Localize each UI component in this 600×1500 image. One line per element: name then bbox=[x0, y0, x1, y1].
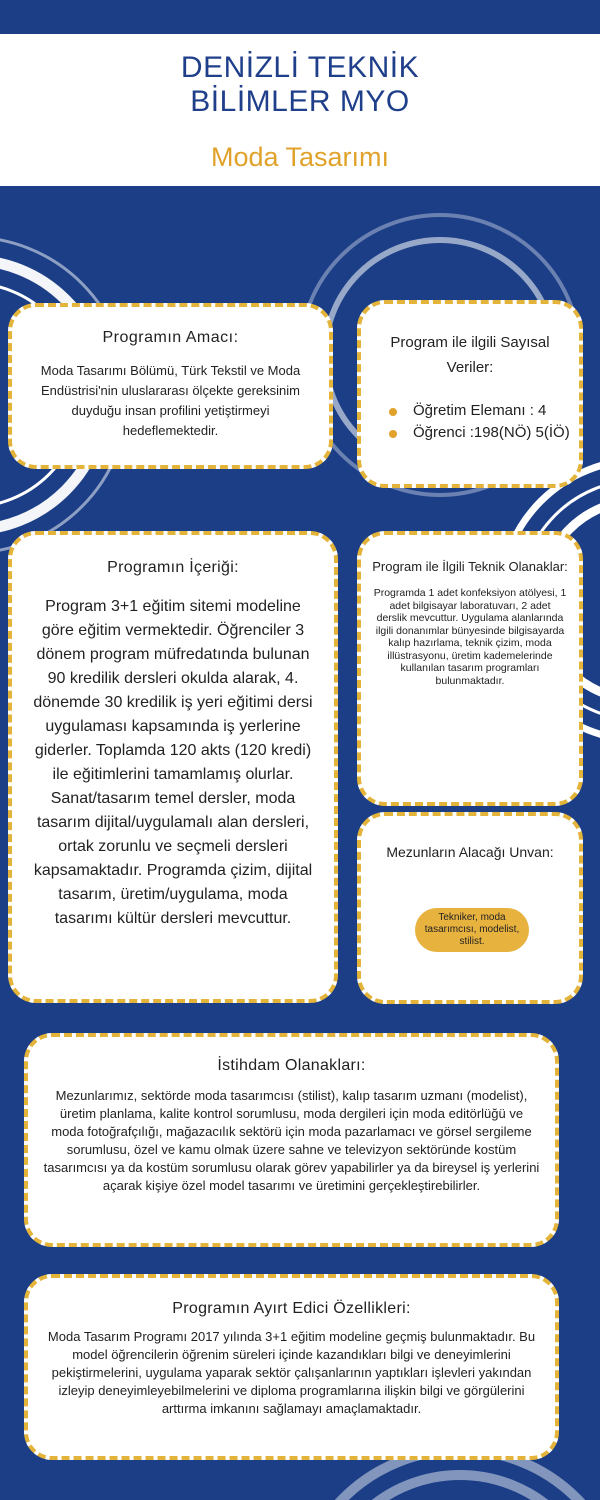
program-content-card bbox=[8, 531, 338, 1003]
page-title-line-1: DENİZLİ TEKNİK bbox=[180, 51, 420, 84]
numeric-item-students: Öğrenci :198(NÖ) 5(İÖ) bbox=[413, 424, 570, 441]
page-title-line-2: BİLİMLER MYO bbox=[190, 85, 410, 118]
graduate-title-heading: Mezunların Alacağı Unvan: bbox=[386, 844, 554, 860]
page-subtitle: Moda Tasarımı bbox=[210, 142, 390, 172]
distinctive-features-card bbox=[24, 1274, 559, 1460]
program-purpose-card bbox=[8, 303, 333, 469]
numeric-item-staff: Öğretim Elemanı : 4 bbox=[413, 402, 547, 419]
graduate-title-card bbox=[357, 812, 583, 1004]
technical-facilities-card bbox=[357, 531, 583, 806]
bullet-icon bbox=[389, 408, 397, 416]
bullet-icon bbox=[389, 430, 397, 438]
program-content-text: Program 3+1 eğitim sitemi modeline göre eğitim vermektedir. Öğrenciler 3 dönem program müfredatında bulunan 90 kredilik dersleri okulda alarak, 4. dönemde 30 kredilik iş yeri eğitimi dersi uygulaması kapsamında iş yerlerine giderler. Toplamda 120 akts (120 kredi) ile eğitimlerini tamamlamış olurlar. Sanat/tasarım temel dersler, moda tasarım dijital/uygulamalı alan dersleri, ortak zorunlu ve seçmeli dersleri kapsamaktadır. Programda çizim, dijital tasarım, üretim/uygulama, moda tasarımı kültür dersleri mevcuttur. bbox=[33, 598, 313, 927]
distinctive-features-text: Moda Tasarım Programı 2017 yılında 3+1 eğitim modeline geçmiş bulunmaktadır. Bu model öğrencilerin öğrenim süreleri içinde kazandıkları bilgi ve deneyimlerini pekiştirmelerini, uygulama yaparak sektör çalışanlarının yaptıkları işlevleri yakından izleyip deneyimleyebilmelerini ve diploma programlarına ilişkin bilgi ve görgülerini arttırma imkanını sağlamayı amaçlamaktadır. bbox=[47, 1329, 536, 1416]
distinctive-features-title: Programın Ayırt Edici Özellikleri: bbox=[172, 1300, 411, 1317]
program-purpose-text: Moda Tasarımı Bölümü, Türk Tekstil ve Moda Endüstrisi'nin uluslararası ölçekte gereksinim duyduğu insan profilini yetiştirmeyi hedeflemektedir. bbox=[40, 363, 301, 438]
numeric-data-list bbox=[361, 380, 579, 444]
list-item bbox=[389, 400, 579, 422]
employment-text: Mezunlarımız, sektörde moda tasarımcısı (stilist), kalıp tasarım uzmanı (modelist), üretim planlama, kalite kontrol sorumlusu, moda dergileri için moda editörlüğü ve moda fotoğrafçılığı, mağazacılık sektörü için moda pazarlamacı ve görsel sergileme sorumlusu, özel ve kamu olmak üzere sahne ve televizyon sektöründe kostüm tasarımcısı ya da kostüm sorumlusu olarak görev yapabilirler ya da bireysel iş yerlerini açarak kişiye özel model tasarımı ve üretimini gerçekleştirebilirler. bbox=[43, 1088, 540, 1193]
technical-facilities-text: Programda 1 adet konfeksiyon atölyesi, 1 adet bilgisayar laboratuvarı, 2 adet derslik mevcuttur. Uygulama alanlarında ilgili donanımlar bünyesinde bilgisayarda kalıp hazırlama, teknik çizim, moda illüstrasyonu, üretim kademelerinde kullanılan tasarım programları bulunmaktadır. bbox=[373, 587, 567, 687]
technical-facilities-title: Program ile İlgili Teknik Olanaklar: bbox=[372, 559, 568, 574]
program-content-title: Programın İçeriği: bbox=[107, 559, 239, 576]
numeric-data-title: Program ile ilgili Sayısal Veriler: bbox=[390, 334, 550, 376]
employment-title: İstihdam Olanakları: bbox=[217, 1057, 366, 1074]
graduate-title-badge: Tekniker, moda tasarımcısı, modelist, stilist. bbox=[415, 908, 529, 952]
list-item bbox=[389, 422, 579, 444]
numeric-data-card bbox=[357, 300, 583, 488]
program-purpose-title: Programın Amacı: bbox=[102, 329, 239, 346]
employment-card bbox=[24, 1033, 559, 1247]
